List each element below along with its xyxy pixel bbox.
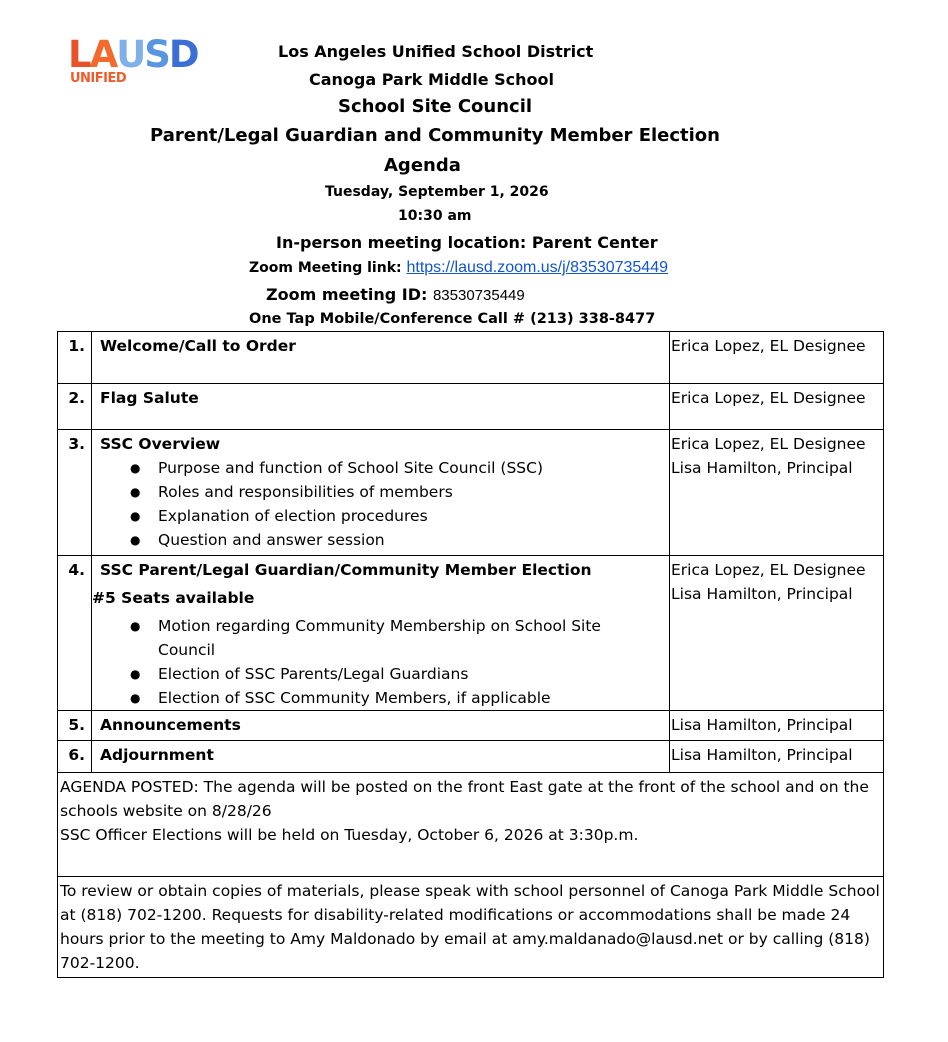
agenda-item [92,384,670,430]
materials-note: To review or obtain copies of materials, please speak with school personnel of Canoga Park Middle School at (818) 702-1200. Requests for disability-related modifications or accommodations shall be made 24 hours prior to the meeting to Amy Maldonado by email at amy.maldanado@lausd.net or by calling (818) 702-1200. [60,882,880,972]
presenter-cell [670,430,884,556]
lausd-logo [68,33,228,92]
materials-note-cell [58,877,884,978]
list-item: ● Explanation of election procedures [158,504,669,528]
zoom-link-line [249,259,668,277]
meeting-time: 10:30 am [398,208,472,224]
item-title: Announcements [100,716,241,734]
presenter-cell [670,332,884,384]
item-title: Welcome/Call to Order [100,337,296,355]
agenda-item [92,741,670,773]
list-item: ● Question and answer session [158,528,669,552]
posting-note-cell [58,773,884,877]
list-item: ● Election of SSC Community Members, if applicable [158,686,669,710]
item-number: 5. [58,711,92,741]
presenter: Lisa Hamilton, Principal [671,746,853,764]
item-subtitle: #5 Seats available [92,589,255,607]
zoom-id-line [266,285,525,304]
logo-letter: S [144,33,169,76]
meeting-location: In-person meeting location: Parent Center [276,233,658,252]
bullet-list [100,456,669,552]
table-row [58,430,884,556]
council-name: School Site Council [338,96,533,117]
logo-letter: A [89,33,117,76]
table-row [58,773,884,877]
election-title: Parent/Legal Guardian and Community Member Election [150,125,720,146]
list-item: ● Purpose and function of School Site Council (SSC) [158,456,669,480]
logo-letter: U [116,33,145,76]
presenter: Erica Lopez, EL Designee [671,435,866,453]
presenter: Erica Lopez, EL Designee [671,337,866,355]
agenda-title: Agenda [384,155,461,176]
presenter-cell [670,711,884,741]
logo-subtitle: UNIFIED [70,71,127,86]
logo-letter: D [168,33,198,76]
presenter: Erica Lopez, EL Designee [671,389,866,407]
bullet-list [100,614,669,710]
item-title: SSC Parent/Legal Guardian/Community Member Election [100,561,592,579]
presenter-cell [670,384,884,430]
agenda-table [57,331,884,978]
agenda-item [92,711,670,741]
logo-letter: L [68,33,90,76]
item-title: SSC Overview [100,435,221,453]
item-number: 2. [58,384,92,430]
school-name: Canoga Park Middle School [309,70,555,89]
meeting-date: Tuesday, September 1, 2026 [325,184,549,200]
posting-note: AGENDA POSTED: The agenda will be posted on the front East gate at the front of the school and on the schools website on 8/28/26 [60,778,869,820]
conference-call: One Tap Mobile/Conference Call # (213) 338-8477 [249,311,656,327]
list-item: ● Election of SSC Parents/Legal Guardians [158,662,669,686]
item-number: 4. [58,556,92,711]
agenda-item [92,332,670,384]
table-row [58,877,884,978]
list-item: ● Motion regarding Community Membership on School Site Council [158,614,669,662]
item-number: 1. [58,332,92,384]
table-row [58,711,884,741]
zoom-id-value: 83530735449 [432,287,525,304]
presenter: Lisa Hamilton, Principal [671,459,853,477]
zoom-link[interactable]: https://lausd.zoom.us/j/83530735449 [406,259,668,276]
table-row [58,384,884,430]
presenter-cell [670,556,884,711]
agenda-item [92,430,670,556]
item-number: 3. [58,430,92,556]
item-title: Adjournment [100,746,214,764]
presenter: Erica Lopez, EL Designee [671,561,866,579]
presenter-cell [670,741,884,773]
table-row [58,556,884,711]
zoom-link-label: Zoom Meeting link: [249,260,402,276]
district-name: Los Angeles Unified School District [278,42,594,61]
item-number: 6. [58,741,92,773]
item-title: Flag Salute [100,389,199,407]
logo-wordmark [68,33,198,76]
presenter: Lisa Hamilton, Principal [671,716,853,734]
zoom-id-label: Zoom meeting ID: [266,285,428,304]
agenda-item [92,556,670,711]
officer-elections-note: SSC Officer Elections will be held on Tuesday, October 6, 2026 at 3:30p.m. [60,826,639,844]
presenter: Lisa Hamilton, Principal [671,585,853,603]
list-item: ● Roles and responsibilities of members [158,480,669,504]
table-row [58,332,884,384]
table-row [58,741,884,773]
